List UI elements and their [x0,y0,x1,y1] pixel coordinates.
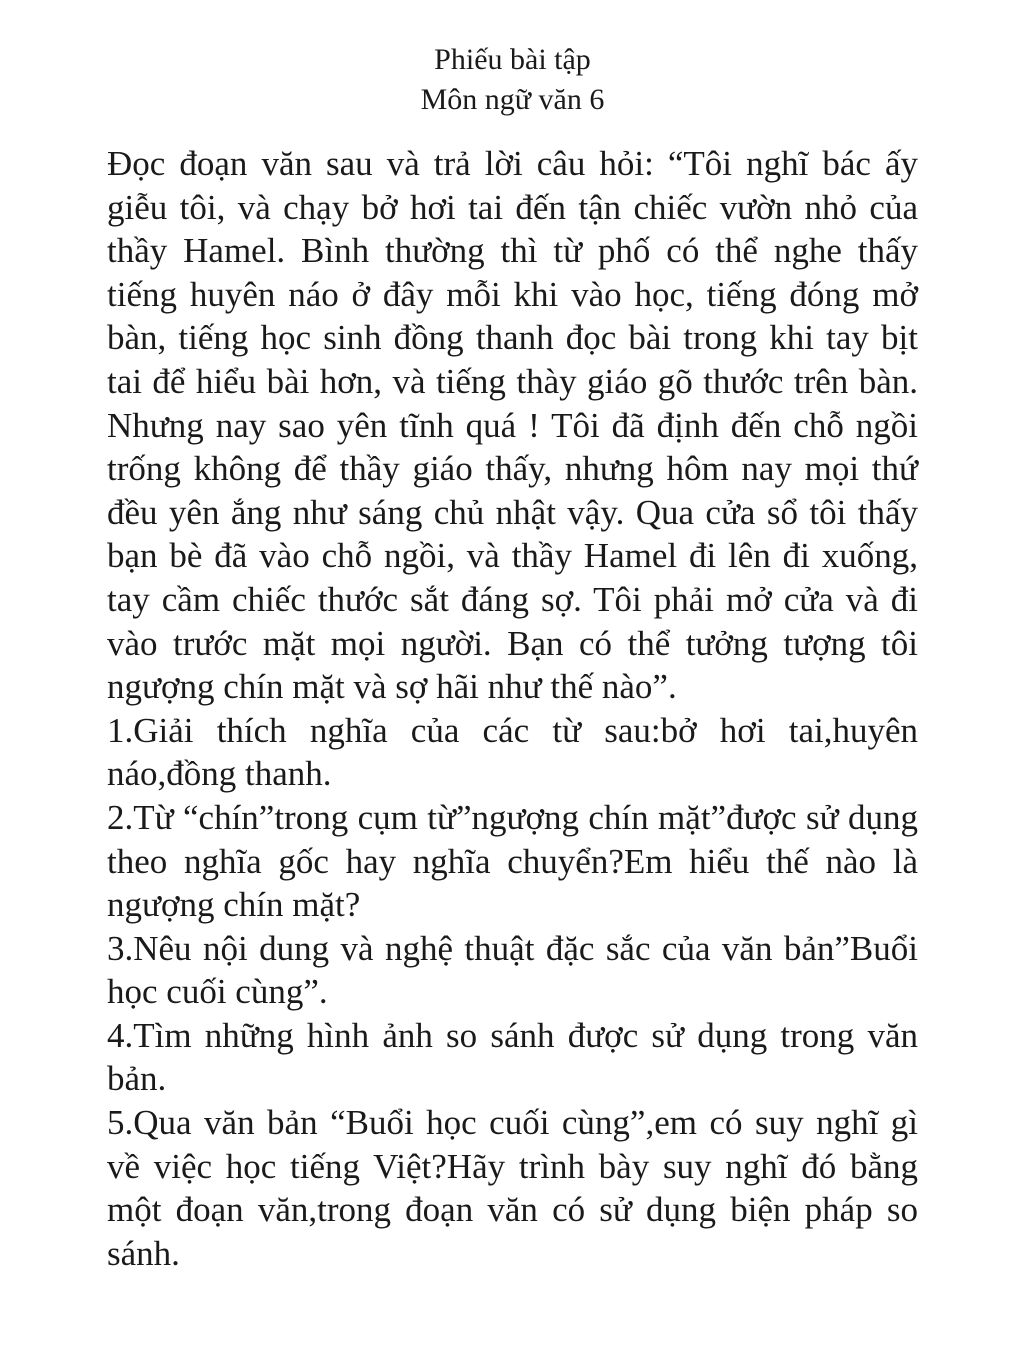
worksheet-title: Phiếu bài tập [434,43,591,76]
worksheet-header [107,40,918,120]
question-2: 2.Từ “chín”trong cụm từ”ngượng chín mặt”được sử dụng theo nghĩa gốc hay nghĩa chuyển?Em hiểu thế nào là ngượng chín mặt? [107,797,918,925]
question-4: 4.Tìm những hình ảnh so sánh được sử dụng trong văn bản. [107,1015,918,1099]
question-1: 1.Giải thích nghĩa của các từ sau:bở hơi tai,huyên náo,đồng thanh. [107,710,918,794]
worksheet-content [107,142,918,1275]
question-3: 3.Nêu nội dung và nghệ thuật đặc sắc của văn bản”Buổi học cuối cùng”. [107,928,918,1012]
question-5: 5.Qua văn bản “Buổi học cuối cùng”,em có suy nghĩ gì về việc học tiếng Việt?Hãy trình bày suy nghĩ đó bằng một đoạn văn,trong đoạn văn có sử dụng biện pháp so sánh. [107,1103,918,1273]
reading-passage: Đọc đoạn văn sau và trả lời câu hỏi: “Tôi nghĩ bác ấy giễu tôi, và chạy bở hơi tai đến tận chiếc vườn nhỏ của thầy Hamel. Bình thường thì từ phố có thể nghe thấy tiếng huyên náo ở đây mỗi khi vào học, tiếng đóng mở bàn, tiếng học sinh đồng thanh đọc bài trong khi tay bịt tai để hiểu bài hơn, và tiếng thày giáo gõ thước trên bàn. Nhưng nay sao yên tĩnh quá ! Tôi đã định đến chỗ ngồi trống không để thầy giáo thấy, nhưng hôm nay mọi thứ đều yên ắng như sáng chủ nhật vậy. Qua cửa sổ tôi thấy bạn bè đã vào chỗ ngồi, và thầy Hamel đi lên đi xuống, tay cầm chiếc thước sắt đáng sợ. Tôi phải mở cửa và đi vào trước mặt mọi người. Bạn có thể tưởng tượng tôi ngượng chín mặt và sợ hãi như thế nào”. [107,144,918,707]
subject-title: Môn ngữ văn 6 [420,83,605,116]
